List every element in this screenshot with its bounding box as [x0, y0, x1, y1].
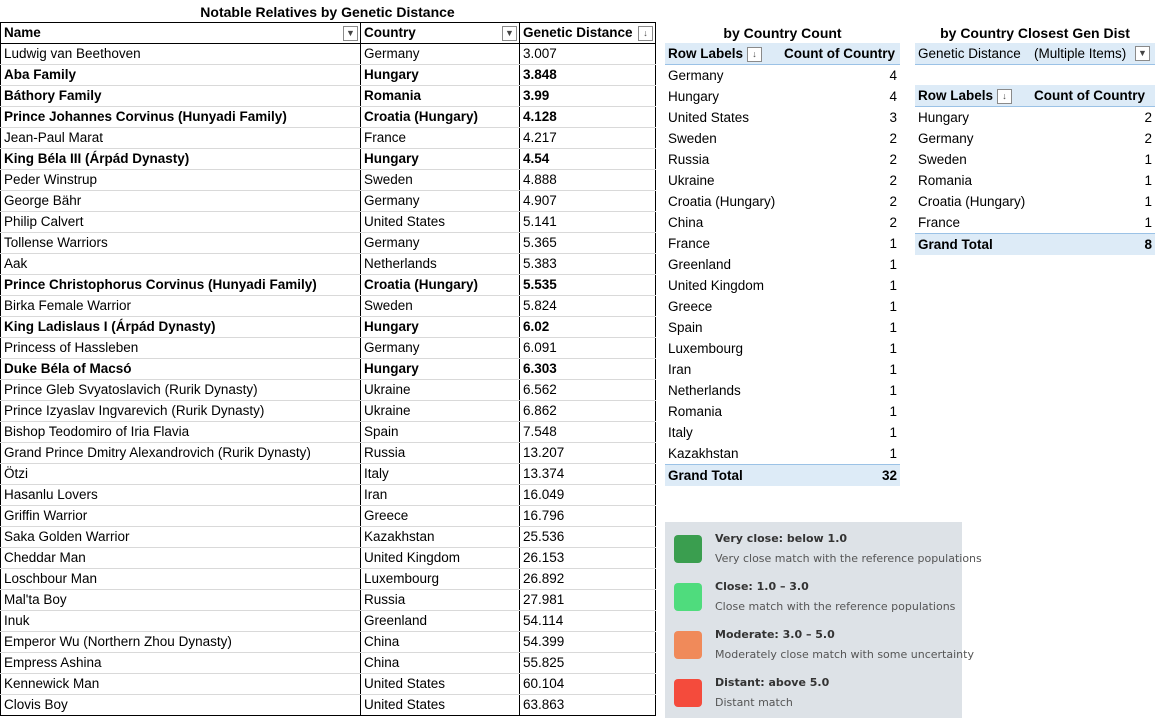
report-filter-row[interactable]	[915, 43, 1155, 65]
table-row[interactable]	[1, 170, 656, 191]
grand-total-value: 32	[781, 465, 900, 487]
country-cell[interactable]: Germany	[361, 338, 520, 359]
pivot-row-label[interactable]: Russia	[668, 152, 710, 167]
pivot-row[interactable]	[665, 422, 900, 443]
pivot-row-label[interactable]: Romania	[668, 404, 723, 419]
distance-cell[interactable]: 54.399	[520, 632, 656, 653]
value-header[interactable]: Count of Country	[781, 43, 900, 65]
name-cell[interactable]: Bishop Teodomiro of Iria Flavia	[1, 422, 361, 443]
name-cell[interactable]: Prince Christophorus Corvinus (Hunyadi Family)	[1, 275, 361, 296]
pivot-row-label[interactable]: Sweden	[918, 152, 967, 167]
distance-cell[interactable]: 5.365	[520, 233, 656, 254]
name-cell[interactable]: Aak	[1, 254, 361, 275]
pivot-row-value[interactable]: 4	[889, 89, 897, 104]
pivot-row-value[interactable]: 1	[889, 446, 897, 461]
legend-item-title: Distant: above 5.0	[715, 676, 830, 689]
legend-swatch	[674, 535, 702, 563]
table-row[interactable]	[1, 401, 656, 422]
country-cell[interactable]: Romania	[361, 86, 520, 107]
pivot-row-value[interactable]: 2	[889, 131, 897, 146]
distance-cell[interactable]: 63.863	[520, 695, 656, 716]
pivot-row-value[interactable]: 1	[889, 236, 897, 251]
pivot-row-label[interactable]: France	[668, 236, 711, 251]
pivot-row[interactable]	[665, 401, 900, 422]
distance-cell[interactable]: 27.981	[520, 590, 656, 611]
legend-item-description: Distant match	[715, 696, 793, 709]
distance-cell[interactable]: 13.207	[520, 443, 656, 464]
pivot-row-label[interactable]: Luxembourg	[668, 341, 744, 356]
pivot-row[interactable]	[665, 317, 900, 338]
pivot-row-label[interactable]: France	[918, 215, 961, 230]
pivot-row-value[interactable]: 1	[889, 320, 897, 335]
pivot-row[interactable]	[665, 107, 900, 128]
table-row[interactable]	[1, 590, 656, 611]
pivot-row-value[interactable]: 2	[1144, 110, 1152, 125]
pivot-row[interactable]	[665, 212, 900, 233]
table-row[interactable]	[1, 149, 656, 170]
table-row[interactable]	[1, 359, 656, 380]
legend-item-description: Moderately close match with some uncertainty	[715, 648, 974, 661]
country-cell[interactable]: United Kingdom	[361, 548, 520, 569]
filter-field: Genetic Distance	[915, 43, 1031, 65]
country-cell[interactable]: France	[361, 128, 520, 149]
pivot-row-value[interactable]: 1	[1144, 215, 1152, 230]
legend-item-description: Close match with the reference populations	[715, 600, 956, 613]
name-cell[interactable]: Kennewick Man	[1, 674, 361, 695]
distance-cell[interactable]: 6.562	[520, 380, 656, 401]
distance-cell[interactable]: 7.548	[520, 422, 656, 443]
legend-item	[674, 628, 974, 668]
pivot-row-label[interactable]: Ukraine	[668, 173, 715, 188]
country-cell[interactable]: Kazakhstan	[361, 527, 520, 548]
distance-cell[interactable]: 4.54	[520, 149, 656, 170]
legend-item-title: Very close: below 1.0	[715, 532, 848, 545]
pivot-row-label[interactable]: Romania	[918, 173, 973, 188]
table-row[interactable]	[1, 632, 656, 653]
country-cell[interactable]: Greenland	[361, 611, 520, 632]
name-cell[interactable]: Birka Female Warrior	[1, 296, 361, 317]
name-cell[interactable]: King Ladislaus I (Árpád Dynasty)	[1, 317, 361, 338]
table-row[interactable]	[1, 338, 656, 359]
country-cell[interactable]: Netherlands	[361, 254, 520, 275]
pivot-row-value[interactable]: 1	[889, 257, 897, 272]
name-cell[interactable]: King Béla III (Árpád Dynasty)	[1, 149, 361, 170]
distance-cell[interactable]: 4.128	[520, 107, 656, 128]
table-row[interactable]	[1, 128, 656, 149]
pivot-row-label[interactable]: Croatia (Hungary)	[668, 194, 776, 209]
pivot-row-value[interactable]: 1	[889, 425, 897, 440]
pivot-row-value[interactable]: 1	[889, 278, 897, 293]
pivot-row-value[interactable]: 1	[1144, 173, 1152, 188]
sort-filter-icon[interactable]: ↓	[747, 47, 762, 62]
pivot-row[interactable]	[665, 191, 900, 212]
filter-dropdown-icon[interactable]: ▼	[502, 26, 517, 41]
country-cell[interactable]: Croatia (Hungary)	[361, 275, 520, 296]
name-cell[interactable]: Tollense Warriors	[1, 233, 361, 254]
table-row[interactable]	[1, 275, 656, 296]
main-table-title: Notable Relatives by Genetic Distance	[200, 4, 455, 20]
distance-cell[interactable]: 5.824	[520, 296, 656, 317]
distance-cell[interactable]: 26.892	[520, 569, 656, 590]
country-cell[interactable]: Croatia (Hungary)	[361, 107, 520, 128]
name-cell[interactable]: Ötzi	[1, 464, 361, 485]
pivot-row-value[interactable]: 1	[889, 341, 897, 356]
pivot-row[interactable]	[665, 128, 900, 149]
table-row[interactable]	[1, 191, 656, 212]
country-cell[interactable]: Hungary	[361, 65, 520, 86]
pivot-row[interactable]	[665, 86, 900, 107]
pivot-row-label[interactable]: United States	[668, 110, 750, 125]
table-row[interactable]	[1, 212, 656, 233]
distance-cell[interactable]: 55.825	[520, 653, 656, 674]
distance-cell[interactable]: 16.049	[520, 485, 656, 506]
legend-item-title: Moderate: 3.0 – 5.0	[715, 628, 835, 641]
name-cell[interactable]: Clovis Boy	[1, 695, 361, 716]
distance-cell[interactable]: 25.536	[520, 527, 656, 548]
distance-cell[interactable]: 54.114	[520, 611, 656, 632]
table-row[interactable]	[1, 569, 656, 590]
pivot-closest-title: by Country Closest Gen Dist	[940, 25, 1130, 41]
country-cell[interactable]: Germany	[361, 44, 520, 65]
filter-funnel-icon[interactable]: ▼	[1135, 46, 1150, 61]
table-row[interactable]	[1, 527, 656, 548]
table-row[interactable]	[1, 443, 656, 464]
table-row[interactable]	[1, 506, 656, 527]
header-genetic-distance[interactable]: Genetic Distance ↓	[520, 23, 656, 44]
name-cell[interactable]: Duke Béla of Macsó	[1, 359, 361, 380]
table-row[interactable]	[1, 653, 656, 674]
distance-cell[interactable]: 6.091	[520, 338, 656, 359]
distance-cell[interactable]: 16.796	[520, 506, 656, 527]
header-name[interactable]: Name ▼	[1, 23, 361, 44]
distance-cell[interactable]: 6.862	[520, 401, 656, 422]
pivot-row-value[interactable]: 1	[889, 362, 897, 377]
name-cell[interactable]: Emperor Wu (Northern Zhou Dynasty)	[1, 632, 361, 653]
table-row[interactable]	[1, 380, 656, 401]
sort-filter-icon[interactable]: ↓	[997, 89, 1012, 104]
name-cell[interactable]: Grand Prince Dmitry Alexandrovich (Rurik Dynasty)	[1, 443, 361, 464]
country-cell[interactable]: Germany	[361, 191, 520, 212]
country-cell[interactable]: China	[361, 632, 520, 653]
country-cell[interactable]: Sweden	[361, 170, 520, 191]
pivot-row[interactable]	[665, 359, 900, 380]
sort-ascending-icon[interactable]: ↓	[638, 26, 653, 41]
country-cell[interactable]: Ukraine	[361, 380, 520, 401]
legend-item	[674, 580, 959, 620]
pivot-row[interactable]	[915, 212, 1155, 234]
pivot-row-label[interactable]: Iran	[668, 362, 692, 377]
table-row[interactable]	[1, 296, 656, 317]
pivot-row-label[interactable]: Italy	[668, 425, 693, 440]
pivot-row-value[interactable]: 1	[889, 299, 897, 314]
distance-cell[interactable]: 4.217	[520, 128, 656, 149]
table-row[interactable]	[1, 548, 656, 569]
pivot-row-value[interactable]: 1	[889, 383, 897, 398]
pivot-row[interactable]	[665, 380, 900, 401]
country-cell[interactable]: United States	[361, 212, 520, 233]
country-cell[interactable]: Italy	[361, 464, 520, 485]
name-cell[interactable]: George Bähr	[1, 191, 361, 212]
table-row[interactable]	[1, 695, 656, 716]
distance-cell[interactable]: 4.907	[520, 191, 656, 212]
grand-total-label: Grand Total	[665, 465, 781, 487]
name-cell[interactable]: Empress Ashina	[1, 653, 361, 674]
country-cell[interactable]: China	[361, 653, 520, 674]
table-row[interactable]	[1, 233, 656, 254]
name-cell[interactable]: Ludwig van Beethoven	[1, 44, 361, 65]
country-cell[interactable]: United States	[361, 674, 520, 695]
pivot-row[interactable]	[665, 296, 900, 317]
pivot-row[interactable]	[665, 149, 900, 170]
pivot-closest-filter[interactable]	[915, 43, 1155, 65]
legend-item	[674, 676, 959, 716]
name-cell[interactable]: Cheddar Man	[1, 548, 361, 569]
country-cell[interactable]: Hungary	[361, 149, 520, 170]
name-cell[interactable]: Prince Johannes Corvinus (Hunyadi Family)	[1, 107, 361, 128]
pivot-count-title: by Country Count	[723, 25, 842, 41]
pivot-row-label[interactable]: Kazakhstan	[668, 446, 739, 461]
name-cell[interactable]: Jean-Paul Marat	[1, 128, 361, 149]
name-cell[interactable]: Philip Calvert	[1, 212, 361, 233]
table-row[interactable]	[1, 107, 656, 128]
country-cell[interactable]: Ukraine	[361, 401, 520, 422]
filter-value[interactable]: (Multiple Items) ▼	[1031, 43, 1155, 65]
country-cell[interactable]: Hungary	[361, 317, 520, 338]
table-row[interactable]	[1, 254, 656, 275]
pivot-row[interactable]	[665, 443, 900, 465]
country-cell[interactable]: Sweden	[361, 296, 520, 317]
country-cell[interactable]: Greece	[361, 506, 520, 527]
relatives-table	[0, 22, 656, 716]
pivot-row-value[interactable]: 2	[889, 173, 897, 188]
row-labels-header[interactable]: Row Labels ↓	[915, 85, 1031, 107]
pivot-row[interactable]	[915, 149, 1155, 170]
name-cell[interactable]: Prince Gleb Svyatoslavich (Rurik Dynasty)	[1, 380, 361, 401]
distance-cell[interactable]: 6.303	[520, 359, 656, 380]
distance-cell[interactable]: 3.848	[520, 65, 656, 86]
pivot-row-value[interactable]: 2	[889, 152, 897, 167]
country-cell[interactable]: Russia	[361, 443, 520, 464]
pivot-row-label[interactable]: Spain	[668, 320, 703, 335]
legend-item-title: Close: 1.0 – 3.0	[715, 580, 809, 593]
grand-total-value: 8	[1031, 234, 1155, 256]
pivot-row[interactable]	[915, 107, 1155, 129]
pivot-row[interactable]	[915, 128, 1155, 149]
legend-item	[674, 532, 982, 572]
country-cell[interactable]: Russia	[361, 590, 520, 611]
table-row[interactable]	[1, 611, 656, 632]
table-row[interactable]	[1, 464, 656, 485]
table-row[interactable]	[1, 65, 656, 86]
pivot-row[interactable]	[665, 254, 900, 275]
pivot-row-label[interactable]: Greenland	[668, 257, 732, 272]
pivot-row-value[interactable]: 2	[889, 215, 897, 230]
grand-total-row[interactable]	[915, 234, 1155, 256]
name-cell[interactable]: Inuk	[1, 611, 361, 632]
name-cell[interactable]: Griffin Warrior	[1, 506, 361, 527]
legend-swatch	[674, 679, 702, 707]
row-labels-header[interactable]: Row Labels ↓	[665, 43, 781, 65]
pivot-row-label[interactable]: Germany	[668, 68, 724, 83]
country-cell[interactable]: United States	[361, 695, 520, 716]
pivot-row[interactable]	[665, 170, 900, 191]
table-header-row	[1, 23, 656, 44]
name-cell[interactable]: Prince Izyaslav Ingvarevich (Rurik Dynasty)	[1, 401, 361, 422]
pivot-closest-table[interactable]	[915, 85, 1155, 255]
pivot-row-value[interactable]: 1	[889, 404, 897, 419]
pivot-row-label[interactable]: Sweden	[668, 131, 717, 146]
pivot-row[interactable]	[665, 65, 900, 87]
pivot-row-value[interactable]: 1	[1144, 194, 1152, 209]
header-country[interactable]: Country ▼	[361, 23, 520, 44]
pivot-row-label[interactable]: China	[668, 215, 704, 230]
pivot-row[interactable]	[915, 170, 1155, 191]
distance-cell[interactable]: 26.153	[520, 548, 656, 569]
pivot-row-label[interactable]: Hungary	[668, 89, 720, 104]
pivot-count-table[interactable]	[665, 43, 900, 486]
table-row[interactable]	[1, 422, 656, 443]
name-cell[interactable]: Báthory Family	[1, 86, 361, 107]
pivot-row-value[interactable]: 4	[889, 68, 897, 83]
grand-total-row[interactable]	[665, 465, 900, 487]
pivot-row-label[interactable]: Germany	[918, 131, 974, 146]
country-cell[interactable]: Luxembourg	[361, 569, 520, 590]
pivot-row-label[interactable]: Netherlands	[668, 383, 741, 398]
table-row[interactable]	[1, 674, 656, 695]
pivot-row[interactable]	[665, 233, 900, 254]
pivot-row-value[interactable]: 1	[1144, 152, 1152, 167]
country-cell[interactable]: Iran	[361, 485, 520, 506]
pivot-row-label[interactable]: Hungary	[918, 110, 970, 125]
name-cell[interactable]: Loschbour Man	[1, 569, 361, 590]
country-cell[interactable]: Spain	[361, 422, 520, 443]
distance-cell[interactable]: 3.99	[520, 86, 656, 107]
pivot-row-value[interactable]: 2	[889, 194, 897, 209]
name-cell[interactable]: Peder Winstrup	[1, 170, 361, 191]
pivot-row[interactable]	[915, 191, 1155, 212]
distance-cell[interactable]: 5.383	[520, 254, 656, 275]
value-header[interactable]: Count of Country	[1031, 85, 1155, 107]
name-cell[interactable]: Mal'ta Boy	[1, 590, 361, 611]
grand-total-label: Grand Total	[915, 234, 1031, 256]
pivot-row-label[interactable]: Croatia (Hungary)	[918, 194, 1026, 209]
distance-cell[interactable]: 3.007	[520, 44, 656, 65]
pivot-row[interactable]	[665, 275, 900, 296]
legend-swatch	[674, 631, 702, 659]
name-cell[interactable]: Aba Family	[1, 65, 361, 86]
table-row[interactable]	[1, 86, 656, 107]
country-cell[interactable]: Germany	[361, 233, 520, 254]
pivot-row-label[interactable]: Greece	[668, 299, 713, 314]
table-row[interactable]	[1, 485, 656, 506]
table-row[interactable]	[1, 317, 656, 338]
pivot-row-value[interactable]: 2	[1144, 131, 1152, 146]
pivot-row-label[interactable]: United Kingdom	[668, 278, 765, 293]
distance-cell[interactable]: 4.888	[520, 170, 656, 191]
distance-cell[interactable]: 13.374	[520, 464, 656, 485]
distance-cell[interactable]: 5.141	[520, 212, 656, 233]
pivot-header-row	[915, 85, 1155, 107]
country-cell[interactable]: Hungary	[361, 359, 520, 380]
distance-cell[interactable]: 60.104	[520, 674, 656, 695]
name-cell[interactable]: Princess of Hassleben	[1, 338, 361, 359]
table-row[interactable]	[1, 44, 656, 65]
pivot-row[interactable]	[665, 338, 900, 359]
filter-dropdown-icon[interactable]: ▼	[343, 26, 358, 41]
pivot-header-row	[665, 43, 900, 65]
legend-swatch	[674, 583, 702, 611]
distance-cell[interactable]: 6.02	[520, 317, 656, 338]
genetic-distance-legend	[665, 522, 982, 718]
legend-item-description: Very close match with the reference populations	[715, 552, 982, 565]
name-cell[interactable]: Hasanlu Lovers	[1, 485, 361, 506]
pivot-row-value[interactable]: 3	[889, 110, 897, 125]
distance-cell[interactable]: 5.535	[520, 275, 656, 296]
name-cell[interactable]: Saka Golden Warrior	[1, 527, 361, 548]
